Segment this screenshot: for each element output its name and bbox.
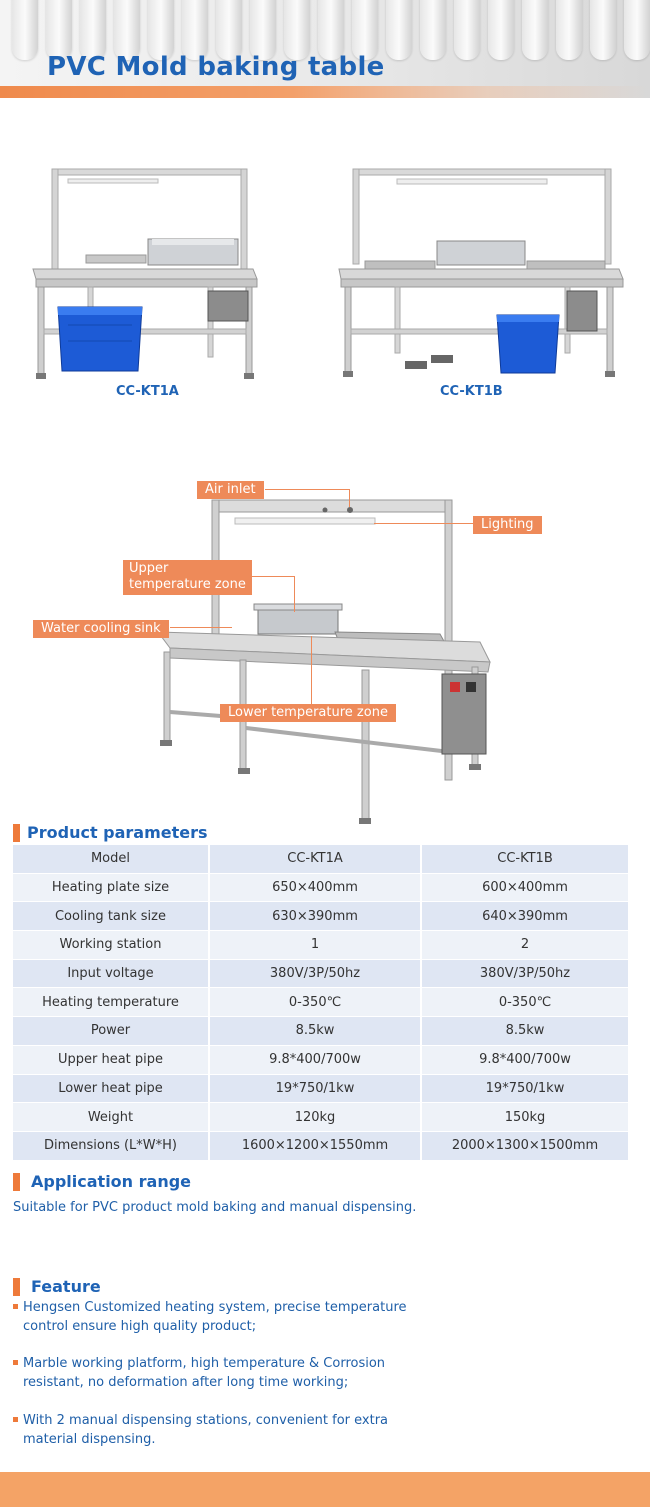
table-row [13, 931, 629, 960]
banner-stripe [0, 86, 650, 98]
water-cooling-leader [170, 627, 232, 628]
table-cell: 8.5kw [421, 1017, 629, 1046]
table-cell: 380V/3P/50hz [421, 959, 629, 988]
table-cell: Cooling tank size [13, 902, 209, 931]
bullet-icon [13, 1304, 18, 1309]
callout-upper-zone [123, 560, 252, 595]
feature-item [13, 1354, 433, 1392]
table-cell: Input voltage [13, 959, 209, 988]
product-caption-kt1a: CC-KT1A [116, 384, 179, 399]
callout-upper-zone-line1: Upper [129, 561, 169, 576]
lower-zone-leader [311, 636, 312, 704]
table-cell: 1 [209, 931, 421, 960]
table-cell: 600×400mm [421, 873, 629, 902]
feature-item [13, 1411, 433, 1449]
application-text: Suitable for PVC product mold baking and manual dispensing. [13, 1200, 417, 1215]
product-image-kt1b [335, 165, 625, 380]
bullet-icon [13, 1417, 18, 1422]
heading-bar [13, 1278, 20, 1296]
table-cell: 380V/3P/50hz [209, 959, 421, 988]
bullet-icon [13, 1360, 18, 1365]
table-cell: 640×390mm [421, 902, 629, 931]
table-cell: 2000×1300×1500mm [421, 1131, 629, 1160]
table-cell: 19*750/1kw [421, 1074, 629, 1103]
heading-bar [13, 1173, 20, 1191]
table-cell: 9.8*400/700w [209, 1045, 421, 1074]
heading-bar [13, 824, 20, 842]
table-row [13, 845, 629, 873]
table-row [13, 873, 629, 902]
callout-water-cooling: Water cooling sink [33, 620, 169, 638]
table-cell: Heating plate size [13, 873, 209, 902]
table-cell: 650×400mm [209, 873, 421, 902]
lighting-leader [374, 523, 474, 524]
upper-zone-leader [250, 576, 295, 577]
feature-item-text: With 2 manual dispensing stations, convenient for extra material dispensing. [23, 1413, 389, 1447]
table-cell: 150kg [421, 1103, 629, 1132]
table-cell: Working station [13, 931, 209, 960]
table-row [13, 1103, 629, 1132]
feature-item-text: Marble working platform, high temperature & Corrosion resistant, no deformation after long time working; [23, 1356, 386, 1390]
feature-item [13, 1298, 433, 1336]
callout-air-inlet: Air inlet [197, 481, 264, 499]
header-banner [0, 0, 650, 98]
table-cell: 1600×1200×1550mm [209, 1131, 421, 1160]
table-cell: 9.8*400/700w [421, 1045, 629, 1074]
table-cell: 120kg [209, 1103, 421, 1132]
table-cell: Heating temperature [13, 988, 209, 1017]
callout-lower-zone: Lower temperature zone [220, 704, 396, 722]
feature-item-text: Hengsen Customized heating system, precise temperature control ensure high quality product; [23, 1300, 407, 1334]
feature-heading-text: Feature [31, 1277, 101, 1296]
table-cell: Upper heat pipe [13, 1045, 209, 1074]
air-inlet-leader [265, 489, 350, 490]
callout-upper-zone-line2: temperature zone [129, 577, 246, 592]
table-header-cell: CC-KT1A [209, 845, 421, 873]
table-cell: Weight [13, 1103, 209, 1132]
air-inlet-leader-v [349, 489, 350, 507]
application-heading-text: Application range [31, 1172, 192, 1191]
table-cell: Dimensions (L*W*H) [13, 1131, 209, 1160]
params-heading-text: Product parameters [27, 823, 208, 842]
table-row [13, 1131, 629, 1160]
table-row [13, 902, 629, 931]
page-title: PVC Mold baking table [47, 52, 385, 82]
callout-lighting: Lighting [473, 516, 542, 534]
table-row [13, 1017, 629, 1046]
table-row [13, 1045, 629, 1074]
table-header-cell: CC-KT1B [421, 845, 629, 873]
table-row [13, 959, 629, 988]
upper-zone-leader-v [294, 576, 295, 612]
table-cell: 2 [421, 931, 629, 960]
table-header-cell: Model [13, 845, 209, 873]
table-cell: Power [13, 1017, 209, 1046]
footer-bar [0, 1472, 650, 1507]
product-image-kt1a [28, 165, 263, 383]
table-cell: 0-350℃ [421, 988, 629, 1017]
table-cell: 8.5kw [209, 1017, 421, 1046]
table-row [13, 1074, 629, 1103]
table-cell: 630×390mm [209, 902, 421, 931]
annotated-table-diagram [150, 492, 500, 832]
table-row [13, 988, 629, 1017]
table-cell: 0-350℃ [209, 988, 421, 1017]
product-caption-kt1b: CC-KT1B [440, 384, 503, 399]
table-cell: 19*750/1kw [209, 1074, 421, 1103]
table-cell: Lower heat pipe [13, 1074, 209, 1103]
params-table [13, 845, 630, 1161]
